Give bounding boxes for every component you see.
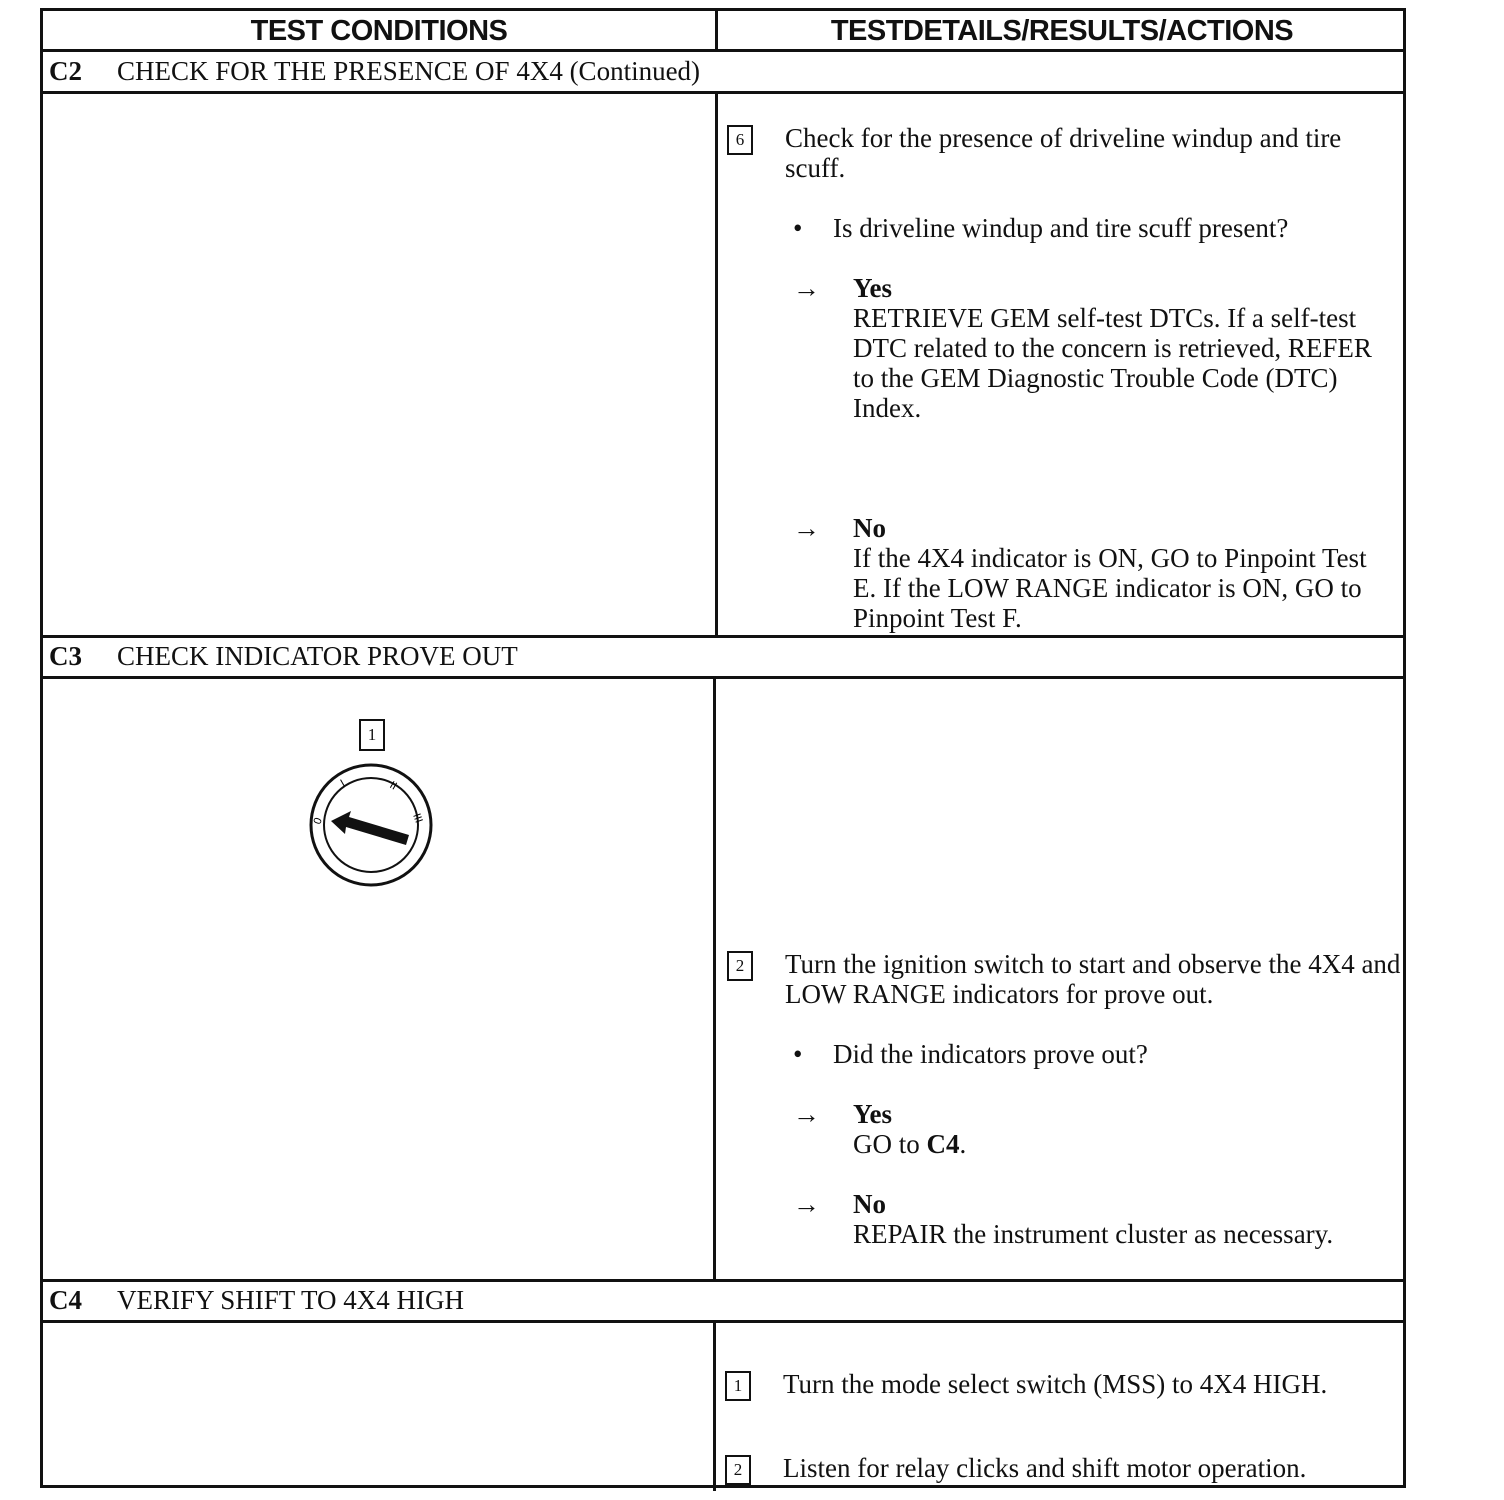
step-text: Turn the mode select switch (MSS) to 4X4 HIGH. <box>783 1369 1328 1399</box>
column-divider <box>713 1320 716 1491</box>
step-text: Check for the presence of driveline windup and tire scuff. <box>785 123 1342 183</box>
result-label: No <box>853 513 886 543</box>
section-title-c3 <box>49 641 518 672</box>
result-text: If the 4X4 indicator is ON, GO to Pinpoint Test E. If the LOW RANGE indicator is ON, GO to Pinpoint Test F. <box>853 543 1367 633</box>
bullet-icon: • <box>793 1039 803 1069</box>
position-label-ii: II <box>387 779 399 793</box>
step-text: Listen for relay clicks and shift motor operation. <box>783 1453 1307 1483</box>
result-text-pre: GO to <box>853 1129 927 1159</box>
column-divider <box>715 91 718 638</box>
header-test-details: TESTDETAILS/RESULTS/ACTIONS <box>830 14 1294 47</box>
step-number: 2 <box>725 1455 751 1485</box>
ignition-switch-figure <box>303 711 443 891</box>
arrow-right-icon: → <box>793 273 820 303</box>
question-text: Did the indicators prove out? <box>833 1039 1148 1069</box>
column-divider <box>713 676 716 1282</box>
section-divider <box>43 635 1403 638</box>
result-label: Yes <box>853 1099 892 1129</box>
result-yes-c3 <box>793 1099 1393 1159</box>
bullet-icon: • <box>793 213 803 243</box>
section-divider <box>43 1320 1403 1323</box>
result-text <box>853 1129 1393 1159</box>
column-divider <box>715 11 718 52</box>
section-title-text: CHECK FOR THE PRESENCE OF 4X4 (Continued) <box>117 56 701 86</box>
position-label-i: I <box>338 777 348 790</box>
section-title-c4 <box>49 1285 464 1316</box>
step-number: 6 <box>727 125 753 155</box>
arrow-right-icon: → <box>793 1189 820 1219</box>
position-label-iii: III <box>410 811 425 825</box>
result-no-c3 <box>793 1189 1393 1249</box>
question-text: Is driveline windup and tire scuff present? <box>833 213 1289 243</box>
section-title-text: VERIFY SHIFT TO 4X4 HIGH <box>117 1285 465 1315</box>
section-divider <box>43 676 1403 679</box>
section-code: C3 <box>49 641 82 671</box>
diagnostic-table <box>40 8 1406 1488</box>
result-label: No <box>853 1189 886 1219</box>
section-title-text: CHECK INDICATOR PROVE OUT <box>117 641 518 671</box>
section-divider <box>43 91 1403 94</box>
section-title-c2 <box>49 56 700 87</box>
step-reference-link: C4 <box>926 1129 960 1159</box>
section-code: C2 <box>49 56 82 86</box>
result-no-c2 <box>793 513 1393 633</box>
position-label-0: 0 <box>311 816 325 827</box>
header-test-conditions: TEST CONDITIONS <box>250 14 508 47</box>
arrow-right-icon: → <box>793 1099 820 1129</box>
result-label: Yes <box>853 273 892 303</box>
header-divider <box>43 49 1403 52</box>
result-text: REPAIR the instrument cluster as necessary. <box>853 1219 1334 1249</box>
section-code: C4 <box>49 1285 82 1315</box>
arrow-right-icon: → <box>793 513 820 543</box>
figure-number: 1 <box>359 719 385 751</box>
result-text-post: . <box>959 1129 967 1159</box>
section-divider <box>43 1279 1403 1282</box>
step-number: 2 <box>727 951 753 981</box>
result-yes-c2 <box>793 273 1393 423</box>
result-text: RETRIEVE GEM self-test DTCs. If a self-test DTC related to the concern is retrieved, REFER to the GEM Diagnostic Trouble Code (DTC) Index. <box>853 303 1372 423</box>
step-number: 1 <box>725 1371 751 1401</box>
step-text: Turn the ignition switch to start and observe the 4X4 and LOW RANGE indicators for prove out. <box>785 949 1401 1009</box>
